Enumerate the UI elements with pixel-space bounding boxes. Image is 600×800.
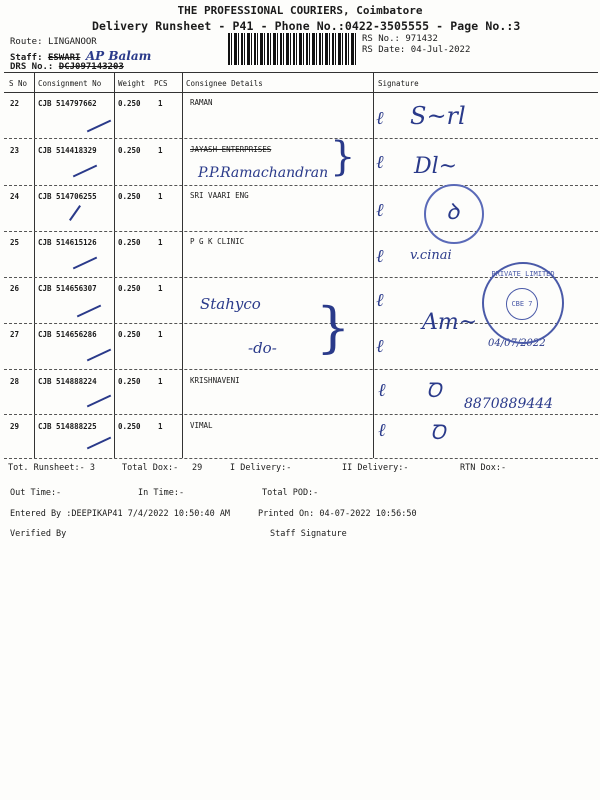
row-divider — [4, 414, 598, 415]
signature-mark: S~rl — [410, 102, 466, 130]
out-time: Out Time:- — [10, 488, 62, 498]
drs-line — [10, 62, 124, 72]
row-consignee: SRI VAARI ENG — [190, 191, 249, 200]
header-consignment: Consignment No — [38, 79, 102, 88]
row-divider — [4, 138, 598, 139]
handwritten-tick — [87, 437, 111, 450]
col-divider — [182, 72, 183, 458]
row-weight: 0.250 — [118, 330, 141, 339]
row-weight: 0.250 — [118, 284, 141, 293]
handwritten-tick — [73, 165, 97, 178]
total-dox-label: Total Dox:- — [122, 463, 179, 473]
stamp-text: PRIVATE LIMITED — [491, 270, 555, 278]
ii-delivery: II Delivery:- — [342, 463, 409, 473]
rs-no-label: RS No.: — [362, 34, 400, 44]
row-consignment: CJB 514888225 — [38, 422, 97, 431]
row-divider — [4, 185, 598, 186]
row-pcs: 1 — [158, 238, 163, 247]
runsheet-subtitle: Delivery Runsheet - P41 - Phone No.:0422-3505555 - Page No.:3 — [92, 19, 521, 33]
row-sno: 22 — [10, 99, 20, 108]
table-top-border — [4, 72, 598, 73]
row-consignment: CJB 514656286 — [38, 330, 97, 339]
row-sno: 29 — [10, 422, 20, 431]
handwritten-consignee-name: P.P.Ramachandran — [198, 165, 329, 181]
row-consignment: CJB 514656307 — [38, 284, 97, 293]
signature-mark: ℓ — [376, 108, 384, 129]
row-sno: 27 — [10, 330, 20, 339]
header-consignee: Consignee Details — [186, 79, 263, 88]
verified-by: Verified By — [10, 529, 67, 539]
handwritten-date: 04/07/2022 — [488, 338, 546, 349]
signature-mark: ℓ — [378, 420, 386, 441]
barcode — [228, 33, 358, 65]
handwritten-tick — [77, 305, 101, 318]
header-weight: Weight — [118, 79, 146, 88]
row-weight: 0.250 — [118, 377, 141, 386]
signature-mark: Ꝺ — [426, 378, 442, 402]
header-signature: Signature — [378, 79, 419, 88]
route-label: Route: — [10, 37, 43, 47]
row-pcs: 1 — [158, 284, 163, 293]
route-value: LINGANOOR — [47, 37, 97, 47]
row-consignment: CJB 514418329 — [38, 146, 97, 155]
staff-handwritten: AP Balam — [85, 49, 152, 63]
signature-mark: ℓ — [376, 152, 384, 173]
rs-no-line — [362, 34, 438, 44]
header-pcs: PCS — [154, 79, 168, 88]
row-divider — [4, 458, 598, 459]
row-consignee: JAYASH ENTERPRISES — [190, 145, 272, 154]
staff-line — [10, 49, 151, 63]
row-weight: 0.250 — [118, 422, 141, 431]
row-pcs: 1 — [158, 377, 163, 386]
row-sno: 23 — [10, 146, 20, 155]
signature-mark: ℓ — [376, 246, 384, 267]
staff-label: Staff: — [10, 53, 43, 63]
col-divider — [114, 72, 115, 458]
row-pcs: 1 — [158, 192, 163, 201]
handwritten-tick — [87, 395, 111, 408]
row-consignee: P G K CLINIC — [190, 237, 245, 246]
handwritten-vcinai: v.cinai — [410, 248, 452, 263]
row-consignment: CJB 514888224 — [38, 377, 97, 386]
signature-mark: ℓ — [376, 290, 384, 311]
rs-date-value: 04-Jul-2022 — [410, 45, 471, 55]
printed-on: Printed On: 04-07-2022 10:56:50 — [258, 509, 417, 519]
row-pcs: 1 — [158, 422, 163, 431]
col-divider — [373, 72, 374, 458]
rtn-dox: RTN Dox:- — [460, 463, 507, 473]
handwritten-tick — [69, 205, 81, 221]
row-consignment: CJB 514797662 — [38, 99, 97, 108]
company-title: THE PROFESSIONAL COURIERS, Coimbatore — [177, 4, 423, 17]
table-header-border — [4, 92, 598, 93]
row-divider — [4, 231, 598, 232]
rs-date-line — [362, 45, 470, 55]
row-sno: 26 — [10, 284, 20, 293]
signature-mark: Dl~ — [414, 154, 458, 179]
row-sno: 24 — [10, 192, 20, 201]
signature-mark: ℓ — [376, 336, 384, 357]
row-consignment: CJB 514615126 — [38, 238, 97, 247]
row-weight: 0.250 — [118, 146, 141, 155]
handwritten-tick — [87, 120, 111, 133]
total-dox-value: 29 — [192, 463, 203, 473]
handwritten-tick — [73, 257, 97, 270]
row-weight: 0.250 — [118, 192, 141, 201]
col-divider — [34, 72, 35, 458]
row-divider — [4, 369, 598, 370]
signature-mark: Am~ — [422, 310, 478, 335]
row-pcs: 1 — [158, 330, 163, 339]
row-consignee: KRISHNAVENI — [190, 376, 240, 385]
row-sno: 25 — [10, 238, 20, 247]
signature-mark: ℓ — [376, 200, 384, 221]
handwritten-tick — [87, 349, 111, 362]
staff-value: ESWARI — [47, 53, 81, 63]
row-consignment: CJB 514706255 — [38, 192, 97, 201]
rs-date-label: RS Date: — [362, 45, 406, 55]
i-delivery: I Delivery:- — [230, 463, 292, 473]
company-stamp — [482, 262, 564, 344]
handwritten-stahyco: Stahyco — [200, 295, 261, 313]
row-weight: 0.250 — [118, 99, 141, 108]
handwritten-ditto: -do- — [248, 339, 277, 357]
drs-label: DRS No.: — [10, 62, 54, 72]
handwritten-bracket: } — [316, 296, 351, 359]
row-consignee: VIMAL — [190, 421, 213, 430]
rs-no-value: 971432 — [405, 34, 438, 44]
staff-signature: Staff Signature — [270, 529, 347, 539]
signature-mark: ꝺ — [446, 200, 460, 225]
handwritten-phone: 8870889444 — [464, 396, 554, 412]
route-line — [10, 37, 97, 47]
signature-mark: ℓ — [378, 380, 386, 401]
signature-mark: Ꝺ — [430, 420, 446, 444]
row-pcs: 1 — [158, 146, 163, 155]
stamp-center: CBE 7 — [506, 288, 538, 320]
total-pod: Total POD:- — [262, 488, 319, 498]
entered-by: Entered By :DEEPIKAP41 7/4/2022 10:50:40 AM — [10, 509, 231, 519]
row-weight: 0.250 — [118, 238, 141, 247]
handwritten-bracket: } — [330, 134, 356, 180]
row-consignee: RAMAN — [190, 98, 213, 107]
drs-value: DCJ097143203 — [58, 62, 124, 72]
in-time: In Time:- — [138, 488, 185, 498]
tot-runsheet: Tot. Runsheet:- 3 — [8, 463, 95, 473]
row-pcs: 1 — [158, 99, 163, 108]
header-sno: S No — [9, 79, 28, 88]
row-sno: 28 — [10, 377, 20, 386]
